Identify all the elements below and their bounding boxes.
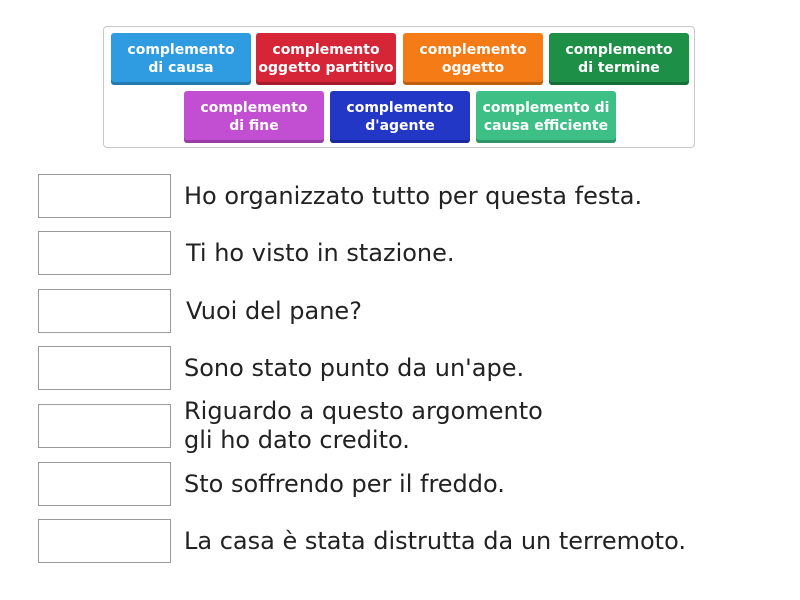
sentence-row (38, 174, 758, 218)
sentence-row (38, 519, 758, 563)
drop-target[interactable] (38, 289, 171, 333)
sentence-text: Ho organizzato tutto per questa festa. (184, 181, 643, 210)
tile-complemento-di-causa-efficiente[interactable]: complemento di causa efficiente (476, 91, 616, 143)
drop-target[interactable] (38, 231, 171, 275)
sentence-text: Ti ho visto in stazione. (186, 238, 455, 267)
drop-target[interactable] (38, 462, 171, 506)
sentence-row (38, 289, 758, 333)
sentence-text: Sto soffrendo per il freddo. (184, 469, 505, 498)
tile-complemento-di-fine[interactable]: complemento di fine (184, 91, 324, 143)
sentence-text: Vuoi del pane? (186, 296, 362, 325)
sentence-row (38, 397, 758, 454)
drop-target[interactable] (38, 346, 171, 390)
sentence-text: La casa è stata distrutta da un terremoto. (184, 526, 686, 555)
tile-complemento-d-agente[interactable]: complemento d'agente (330, 91, 470, 143)
tile-complemento-di-causa[interactable]: complemento di causa (111, 33, 251, 85)
drop-target[interactable] (38, 174, 171, 218)
tile-complemento-di-termine[interactable]: complemento di termine (549, 33, 689, 85)
tile-complemento-oggetto-partitivo[interactable]: complemento oggetto partitivo (256, 33, 396, 85)
sentence-text: Sono stato punto da un'ape. (184, 353, 525, 382)
tile-complemento-oggetto[interactable]: complemento oggetto (403, 33, 543, 85)
sentence-row (38, 346, 758, 390)
drop-target[interactable] (38, 404, 171, 448)
sentence-row (38, 462, 758, 506)
drop-target[interactable] (38, 519, 171, 563)
sentence-row (38, 231, 758, 275)
sentence-text: Riguardo a questo argomento gli ho dato credito. (184, 397, 543, 454)
